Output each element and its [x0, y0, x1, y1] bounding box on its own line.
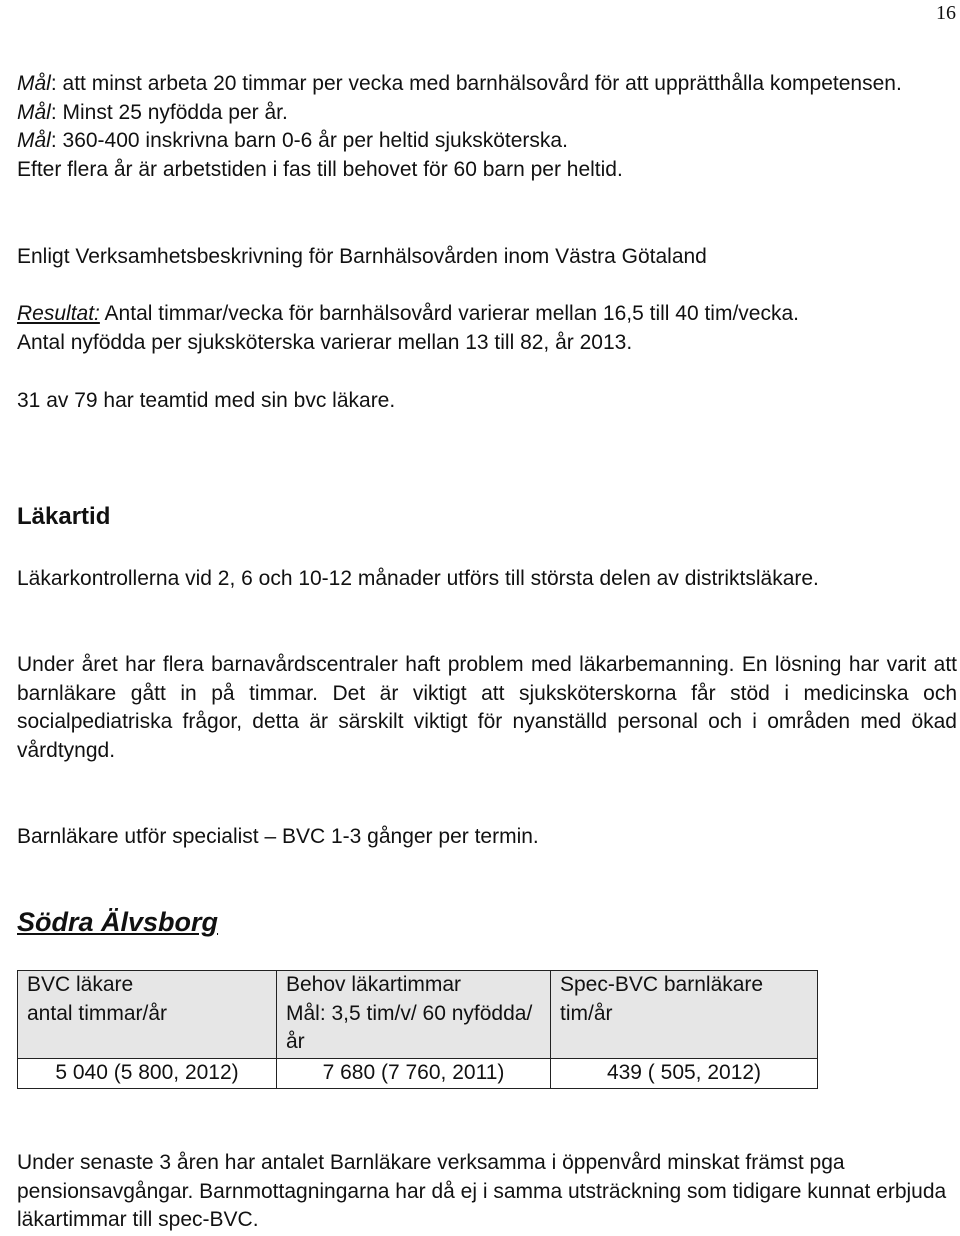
header-behov-lakartimmar: Behov läkartimmar Mål: 3,5 tim/v/ 60 nyfödda/år	[286, 973, 533, 1053]
result-label: Resultat:	[17, 302, 100, 325]
table-row	[18, 1059, 818, 1089]
table-cell: 7 680 (7 760, 2011)	[277, 1059, 551, 1089]
header-spec-bvc: Spec-BVC barnläkare tim/år	[560, 973, 764, 1025]
result-paragraph	[17, 300, 957, 357]
goal-label: Mål	[17, 100, 51, 124]
paragraph-lakarkontroller: Läkarkontrollerna vid 2, 6 och 10-12 månader utförs till största delen av distriktsläkare.	[17, 567, 819, 590]
paragraph-lakarbemanning: Under året har flera barnavårdscentraler haft problem med läkarbemanning. En lösning har varit att barnläkare gått in på timmar. Det är viktigt att sjuksköterskorna får stöd i medicinska och socialpediatriska frågor, detta är särskilt viktigt för nyanställd personal och i områden med ökad vårdtyngd.	[17, 653, 957, 762]
table-header-cell	[277, 971, 551, 1059]
goal-text: : att minst arbeta 20 timmar per vecka med barnhälsovård för att upprätthålla kompetensen.	[50, 72, 902, 95]
section-heading-sodra-alvsborg: Södra Älvsborg	[17, 907, 219, 937]
header-bvc-lakare: BVC läkare antal timmar/år	[27, 973, 168, 1025]
table-cell: 5 040 (5 800, 2012)	[18, 1059, 277, 1089]
page-number: 16	[936, 2, 956, 24]
goal-label: Mål	[17, 72, 51, 95]
result-line1: Antal timmar/vecka för barnhälsovård varierar mellan 16,5 till 40 tim/vecka.	[99, 302, 799, 325]
result-line2: Antal nyfödda per sjuksköterska varierar mellan 13 till 82, år 2013.	[17, 330, 633, 354]
table-header-cell	[18, 971, 277, 1059]
after-goals-text: Efter flera år är arbetstiden i fas till behovet för 60 barn per heltid.	[17, 157, 623, 181]
paragraph-specialist-bvc: Barnläkare utför specialist – BVC 1-3 gånger per termin.	[17, 825, 539, 848]
lakartimmar-table	[17, 970, 818, 1089]
table-header-row	[18, 971, 818, 1059]
goal-paragraph	[17, 70, 957, 184]
goal-text: : Minst 25 nyfödda per år.	[50, 100, 288, 124]
closing-paragraph: Under senaste 3 åren har antalet Barnläkare verksamma i öppenvård minskat främst pga pensionsavgångar. Barnmottagningarna har då ej i samma utsträckning som tidigare kunnat erbjuda läkartimmar till spec-BVC.	[17, 1151, 947, 1231]
section-heading-lakartid: Läkartid	[17, 503, 111, 530]
table-header-cell	[551, 971, 818, 1059]
team-line: 31 av 79 har teamtid med sin bvc läkare.	[17, 389, 396, 412]
source-line: Enligt Verksamhetsbeskrivning för Barnhälsovården inom Västra Götaland	[17, 245, 707, 268]
goal-text: : 360-400 inskrivna barn 0-6 år per heltid sjuksköterska.	[50, 129, 568, 152]
table-cell: 439 ( 505, 2012)	[551, 1059, 818, 1089]
goal-label: Mål	[17, 129, 51, 152]
